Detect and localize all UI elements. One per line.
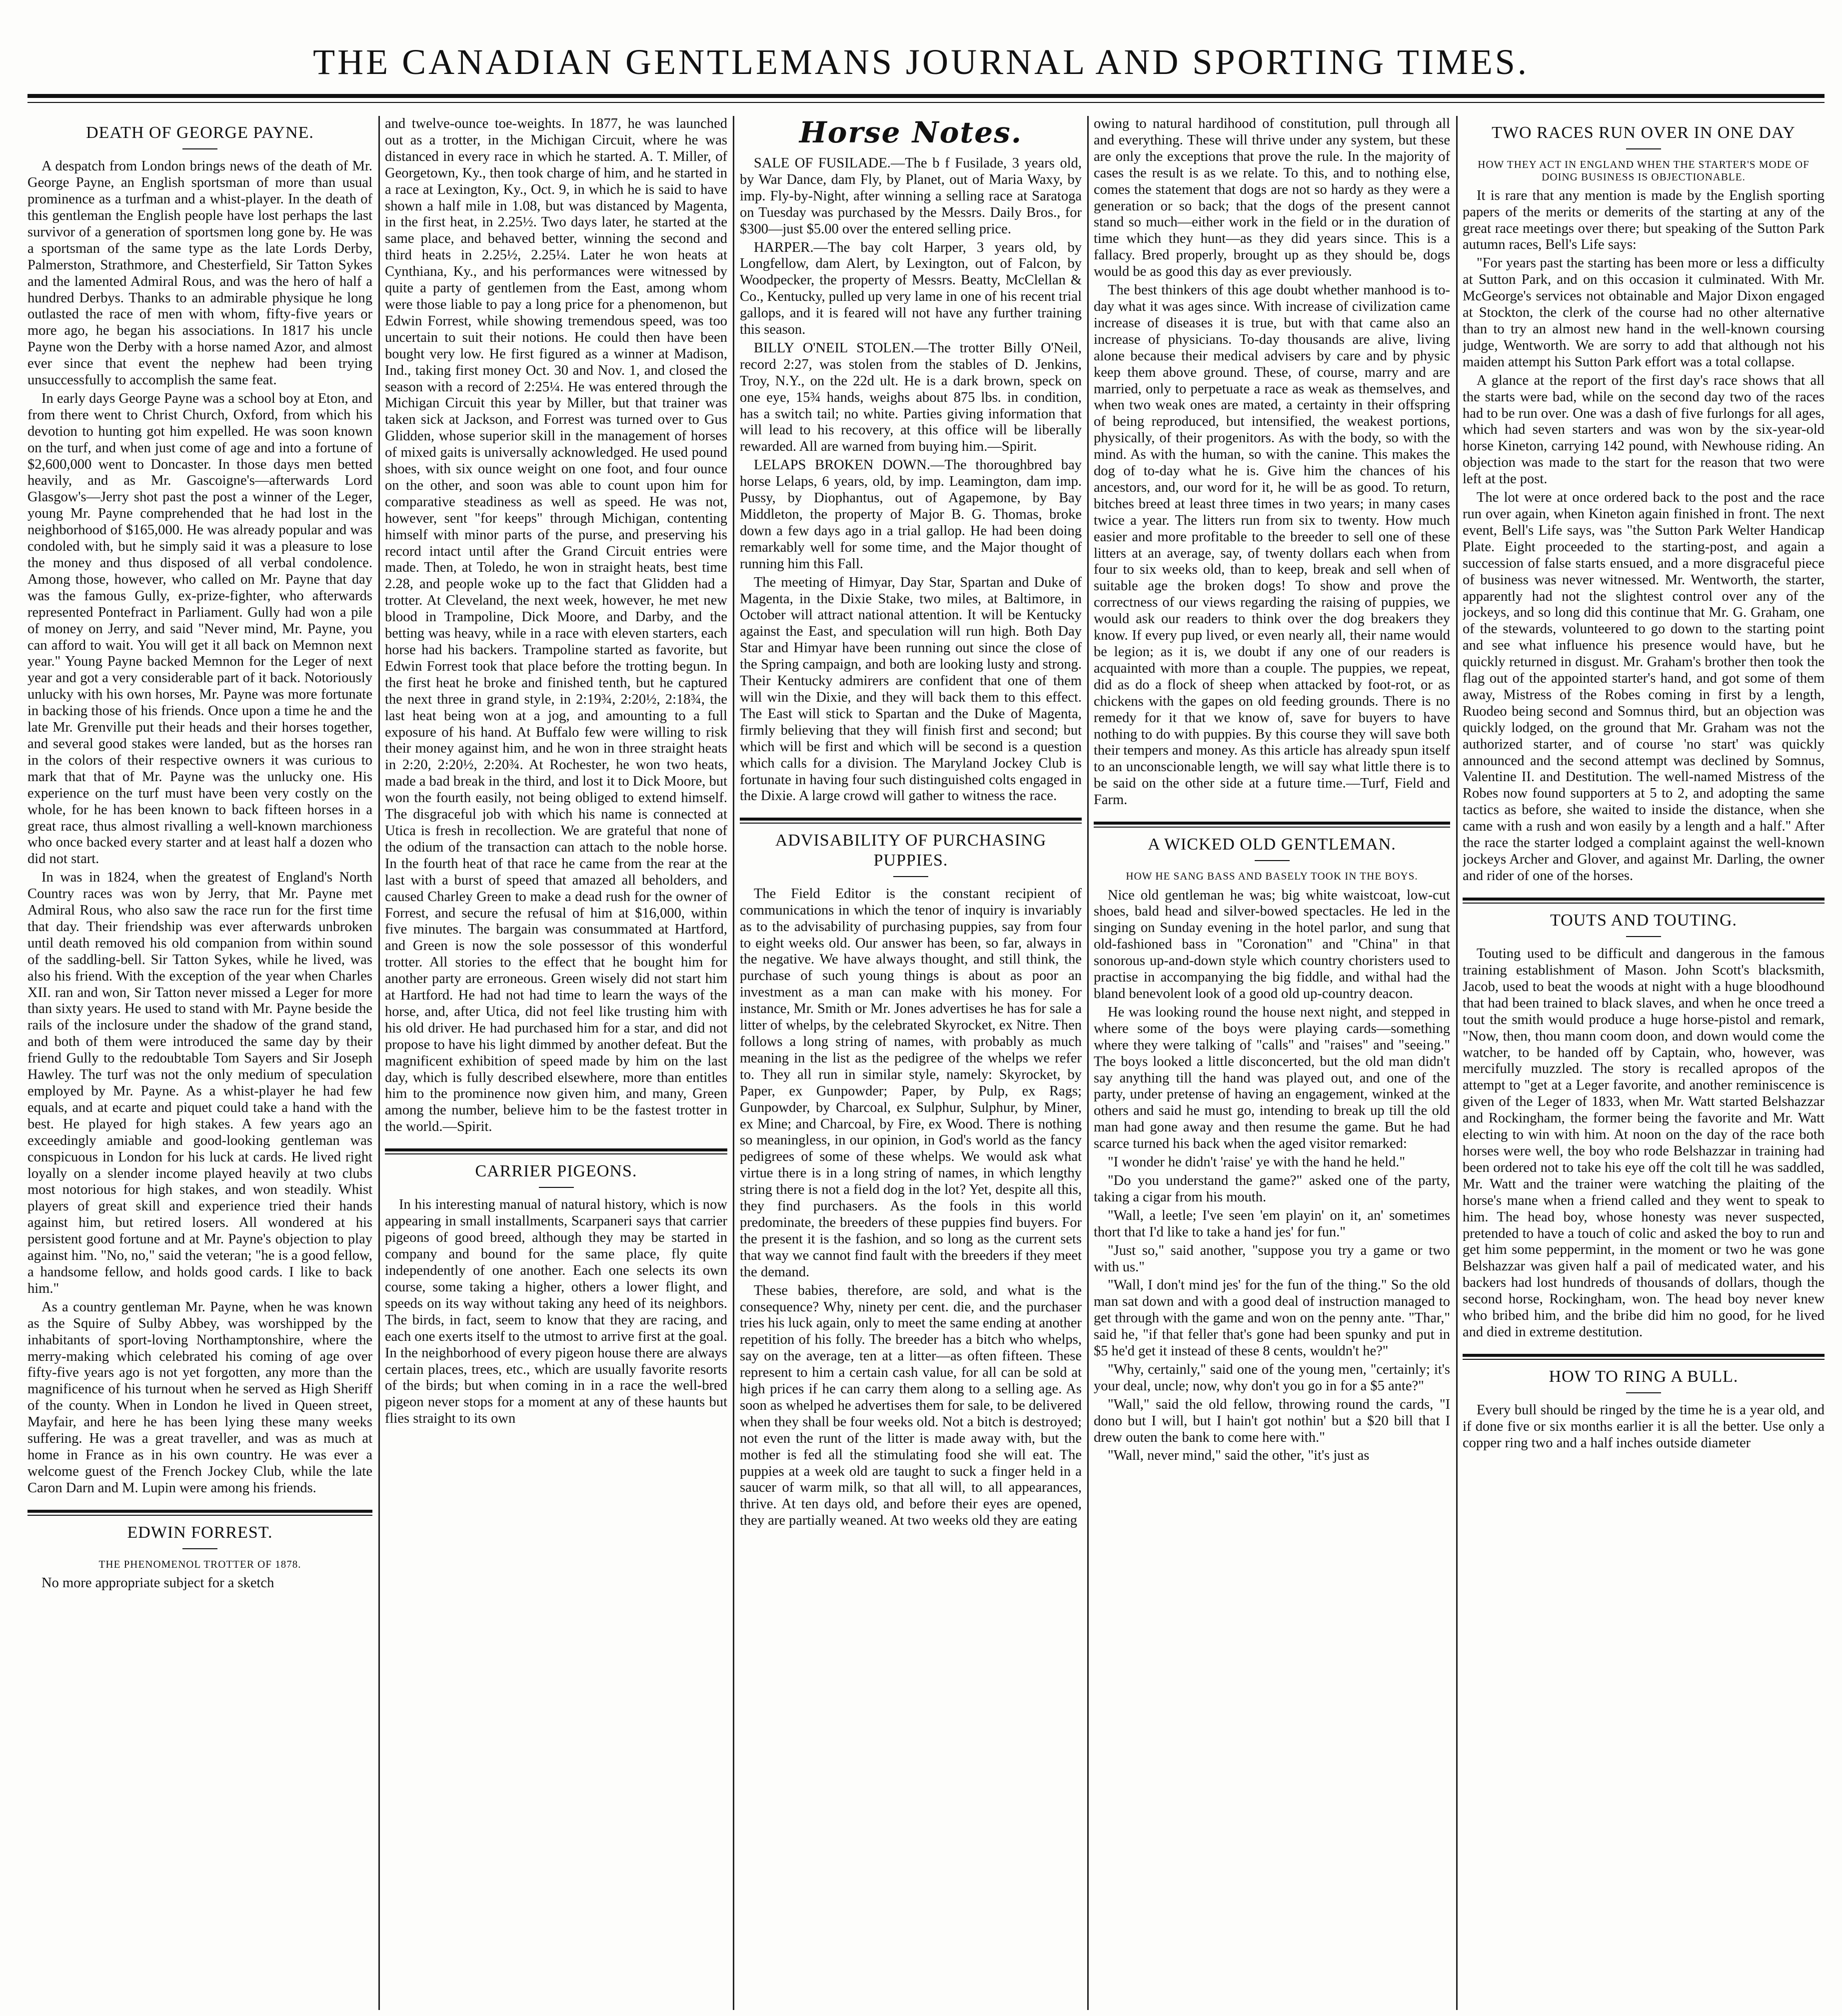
- paragraph: These babies, therefore, are sold, and what is the consequence? Why, ninety per cent. die, and the purchaser tries his luck again, only to meet the same ending at another repetition of his folly. The breeder has a bitch who whelps, say on the average, ten at a litter—as often fifteen. These represent to him a certain cash value, for all can be sold at high prices if he can carry them along to a selling age. As soon as whelped he advertises them for sale, to be delivered when they shall be four weeks old. Not a bitch is destroyed; not even the runt of the litter is made away with, but the mother is fed all the stimulating food she will eat. The puppies at a week old are taught to suck a finger held in a saucer of warm milk, so that all will, to all appearances, thrive. At ten days old, and before their eyes are opened, they are partially weaned. At two weeks old they are eating: [740, 1282, 1082, 1529]
- paragraph: Nice old gentleman he was; big white waistcoat, low-cut shoes, bald head and silver-bowed spectacles. He led in the singing on Sunday evening in the hotel parlor, and sung that old-fashioned bass in "Coronation" and "China" in that sonorous up-and-down style which country choristers used to practise in accompanying the big fiddle, and withal had the bland benevolent look of a good old up-country deacon.: [1094, 887, 1450, 1002]
- masthead-rule: [27, 94, 1825, 98]
- article-separator: [27, 1510, 372, 1516]
- paragraph: and twelve-ounce toe-weights. In 1877, he was launched out as a trotter, in the Michigan Circuit, where he was distanced in every race in which he started. A. T. Miller, of Georgetown, Ky., then took charge of him, and he started in a race at Lexington, Ky., Oct. 9, in which he is said to have shown a half mile in 1.08, but was distanced by Magenta, in the first heat, in 2.25½. Two days later, he started at the same place, and behaved better, winning the second and third heats in 2.25½, 2.25¼. Later he won heats at Cynthiana, Ky., and his performances were witnessed by quite a party of gentlemen from the East, among whom were those liable to pay a long price for a phenomenon, but Edwin Forrest, while showing tremendous speed, was too uncertain to suit their notions. He could then have been bought very low. He first figured as a winner at Madison, Ind., taking first money Oct. 30 and Nov. 1, and closed the season with a record of 2:25¼. He was entered through the Michigan Circuit this year by Miller, but that trainer was taken sick at Jackson, and Forrest was turned over to Gus Glidden, whose superior skill in the management of horses of mixed gaits is universally acknowledged. He used pound shoes, with six ounce weight on one foot, and four ounce on the other, and soon was able to count upon him for comparative steadiness as well as speed. He was not, however, sent "for keeps" through Michigan, contenting himself with minor parts of the purse, and preserving his record intact until after the Grand Circuit entries were made. Then, at Toledo, he won in straight heats, best time 2.28, and people woke up to the fact that Glidden had a trotter. At Cleveland, the next week, however, he met new blood in Trampoline, Dick Moore, and Darby, and the betting was heavy, while in a race with eleven starters, each horse had his backers. Trampoline started as favorite, but Edwin Forrest took that place before the trotting begun. In the first heat he broke and finished tenth, but he captured the next three in grand style, in 2:19¾, 2:20½, 2:18¾, the last heat being won at a jog, and amounting to a full exposure of his hand. At Buffalo few were willing to risk their money against him, and he won in three straight heats in 2:20, 2:20½, 2:20¾. At Rochester, he won two heats, made a bad break in the third, and lost it to Dick Moore, but won the fourth easily, not being obliged to extend himself. The disgraceful job with which his name is connected at Utica is fresh in recollection. We are grateful that none of the odium of the transaction can attach to the noble horse. In the fourth heat of that race he came from the rear at the last with a burst of speed that amazed all beholders, and caused Charley Green to make a dead rush for the owner of Forrest, and secure the refusal of him at $16,000, within five minutes. The bargain was consummated at Hartford, and Green is now the sole possessor of this wonderful trotter. All stories to the effect that he bought him for another party are erroneous. Green wisely did not start him at Hartford. He had not had time to learn the ways of the horse, and, after Utica, did not feel like trusting him with his old driver. He had purchased him for a star, and did not propose to have his light dimmed by another defeat. But the magnificent exhibition of speed made by him on the last day, which is fully described elsewhere, more than entitles him to the prominence now given him, and many, Green among the number, believe him to be the fastest trotter in the world.—Spirit.: [385, 116, 727, 1135]
- paragraph: "Why, certainly," said one of the young men, "certainly; it's your deal, uncle; now, why don't you go in for a $5 ante?": [1094, 1361, 1450, 1394]
- paragraph: He was looking round the house next night, and stepped in where some of the boys were playing cards—something where they were talking of "calls" and "raises" and "seeing." The boys looked a little disconcerted, but the old man didn't say anything till the hand was played out, and one of the party, under pretense of having an engagement, winked at the others and said he must go, intending to break up till the old man had gone away and then resume the game. But he had scarce turned his back when the aged visitor remarked:: [1094, 1004, 1450, 1152]
- article-title-ring-a-bull: HOW TO RING A BULL.: [1549, 1367, 1739, 1386]
- column-divider: [1456, 116, 1458, 2010]
- article-subtitle: HOW HE SANG BASS AND BASELY TOOK IN THE BOYS.: [1126, 870, 1418, 883]
- paragraph: The Field Editor is the constant recipient of communications in which the tenor of inquiry is invariably as to the advisability of purchasing puppies, say from four to eight weeks old. Our answer has been, so far, always in the negative. We have always thought, and still think, the purchase of such young things is about as poor an investment as a man can make with his money. For instance, Mr. Smith or Mr. Jones advertises he has for sale a litter of whelps, by the celebrated Skyrocket, ex Nitre. Then follows a long string of names, with probably as much meaning in the list as the pedigree of the whelps we refer to. They all run in similar style, namely: Skyrocket, by Paper, ex Gunpowder; Paper, by Pulp, ex Rags; Gunpowder, by Charcoal, ex Sulphur, Sulphur, by Miner, ex Mine; and Charcoal, by Fire, ex Wood. There is nothing so meaningless, in our opinion, in God's world as the fancy pedigrees of some of these whelps. We would ask what virtue there is in a long string of names, in which lengthy string there is not a field dog in the lot? Yet, despite all this, they find purchasers. As the fools in this world predominate, the breeders of these puppies find buyers. For the present it is the fashion, and so long as the current sets that way we cannot find fault with the breeders if they meet the demand.: [740, 886, 1082, 1280]
- title-separator: [182, 1548, 217, 1549]
- paragraph: The lot were at once ordered back to the post and the race run over again, when Kineton again finished in front. The next event, Bell's Life says, was "the Sutton Park Welter Handicap Plate. Eight proceeded to the starting-post, and again a succession of false starts ensued, and a more disgraceful piece of business was never witnessed. Mr. Wentworth, the starter, apparently had not the slightest control over any of the jockeys, and so long did this continue that Mr. G. Graham, one of the stewards, volunteered to go down to the starting point and see what influence his presence would have, but he quickly returned in disgust. Mr. Graham's brother then took the flag out of the appointed starter's hand, and got some of them away, Mistress of the Robes coming in first by a length, Ruodeo being second and Somnus third, but an objection was quickly lodged, on the ground that Mr. Graham was not the authorized starter, and of course 'no start' was quickly announced and the second attempt was declined by Somnus, Valentine II. and Destitution. The well-named Mistress of the Robes now found supporters at 5 to 2, and adopting the same tactics as before, she waited to inside the distance, when she came with a rush and won easily by a length and a half." After the race the starter lodged a complaint against the well-known jockeys Archer and Glover, and against Mr. Darling, the owner and rider of one of the horses.: [1463, 490, 1825, 884]
- paragraph: "For years past the starting has been more or less a difficulty at Sutton Park, and on this occasion it culminated. With Mr. McGeorge's services not obtainable and Major Dixon engaged at Stockton, the clerk of the course had no other alternative than to try an almost new hand in the well-known coursing judge, Wentworth. We are sorry to add that although not his maiden attempt his Sutton Park effort was a total collapse.: [1463, 255, 1825, 370]
- column-4: [1094, 116, 1450, 2005]
- paragraph: LELAPS BROKEN DOWN.—The thoroughbred bay horse Lelaps, 6 years, old, by imp. Leamington, dam imp. Pussy, by Diophantus, out of Agapemone, by Bay Middleton, the property of Major B. G. Thomas, broke down a few days ago in a trial gallop. He had been doing remarkably well for some time, and the Major thought of running him this Fall.: [740, 457, 1082, 572]
- paragraph: "Just so," said another, "suppose you try a game or two with us.": [1094, 1242, 1450, 1275]
- paragraph: A despatch from London brings news of the death of Mr. George Payne, an English sportsman of more than usual prominence as a turfman and a whist-player. In the death of this gentleman the English people have lost perhaps the last survivor of a generation of sportsmen long gone by. He was a sportsman of the same type as the late Lords Derby, Palmerston, Strathmore, and Chesterfield, Sir Tatton Sykes and the lamented Admiral Rous, and was the hero of half a hundred Derbys. Thanks to an admirable physique he long outlasted the race of men with whom, fifty-five years or more ago, he began his associations. In 1817 his uncle Payne won the Derby with a horse named Azor, and almost ever since that event the nephew had been trying unsuccessfully to accomplish the same feat.: [27, 158, 372, 388]
- column-divider: [733, 116, 734, 2010]
- article-separator: [385, 1148, 727, 1154]
- column-5: [1463, 116, 1825, 2005]
- paragraph: The best thinkers of this age doubt whether manhood is to-day what it was ages since. With increase of civilization came increase of diseases it is true, but with that came also an increase of physicians. To-day thousands are alive, living alone because their medical advisers by care and by physic keep them above ground. These, of course, marry and are married, only to perpetuate a race as weak as themselves, and when two weak ones are mated, a certainty in their offspring of being reproduced, but intensified, the weakest portions, physically, of their progenitors. As with the body, so with the mind. As with the human, so with the canine. This makes the dog of to-day what he is. Give him the chances of his ancestors, and, our word for it, he will be as good. To return, bitches breed at least three times in two years; in many cases twice a year. The litters run from six to twenty. How much easier and more profitable to the breeder to sell one of these litters at an average, say, of twenty dollars each when from four to six weeks old, than to keep, break and sell when of suitable age the broken dogs! To show and prove the correctness of our views regarding the raising of puppies, we would ask our readers to think over the dog breakers they know. If every pup lived, or even nearly all, their name would be legion; as it is, we doubt if any one of our readers is acquainted with more than a couple. The puppies, we repeat, did as do a flock of sheep when attacked by foot-rot, or as chickens with the gapes on old feeding grounds. There is no remedy for it that we know of, save for buyers to have nothing to do with puppies. By this course they will save both their tempers and money. As this article has already spun itself to an unconscionable length, we will say what little there is to be said on the other side at a future time.—Turf, Field and Farm.: [1094, 282, 1450, 808]
- paragraph: "Wall, a leetle; I've seen 'em playin' on it, an' sometimes thort that I'd like to take a hand jes' for fun.": [1094, 1207, 1450, 1240]
- paragraph: It is rare that any mention is made by the English sporting papers of the merits or demerits of the starting at any of the great race meetings over there; but speaking of the Sutton Park autumn races, Bell's Life says:: [1463, 187, 1825, 253]
- paragraph: Every bull should be ringed by the time he is a year old, and if done five or six months earlier it is all the better. Use only a copper ring two and a half inches outside diameter: [1463, 1402, 1825, 1451]
- title-separator: [893, 876, 928, 877]
- paragraph: BILLY O'NEIL STOLEN.—The trotter Billy O'Neil, record 2:27, was stolen from the stables of D. Jenkins, Troy, N.Y., on the 22d ult. He is a dark brown, speck on one eye, 15¾ hands, weighs about 875 lbs. in condition, has a switch tail; no white. Parties giving information that will lead to his recovery, at this office will be liberally rewarded. All are warned from buying him.—Spirit.: [740, 340, 1082, 455]
- article-title-carrier-pigeons: CARRIER PIGEONS.: [475, 1162, 637, 1181]
- paragraph: "Wall, I don't mind jes' for the fun of the thing." So the old man sat down and with a good deal of instruction managed to get through with the game and won on the penny ante. "Thar," said he, "if that feller that's gone had been spunky and put in $5 he'd get it instead of these 8 cents, wouldn't he?": [1094, 1277, 1450, 1359]
- paragraph: In early days George Payne was a school boy at Eton, and from there went to Christ Church, Oxford, from which his devotion to hunting got him expelled. He was soon known on the turf, and when just come of age and into a fortune of $2,600,000 went to Doncaster. In those days men betted heavily, and as Mr. Gascoigne's—afterwards Lord Glasgow's—Jerry shot past the post a winner of the Leger, young Mr. Payne comprehended that he had lost in the neighborhood of $165,000. He was already popular and was condoled with, but he simply said it was a pleasure to lose the money and thus disposed of all verbal condolence. Among those, however, who called on Mr. Payne that day was the famous Gully, ex-prize-fighter, who afterwards represented Pontefract in Parliament. Gully had won a pile of money on Jerry, and said "Never mind, Mr. Payne, you can afford to wait. You will get it all back on Memnon next year." Young Payne backed Memnon for the Leger of next year and got a very considerable part of it back. Notoriously unlucky with his own horses, Mr. Payne was more fortunate in backing those of his friends. Once upon a time he and the late Mr. Grenville put their heads and their horses together, and several good stakes were landed, but as the horses ran in the colors of their respective owners it was curious to mark that that of Mr. Payne was the unlucky one. His experience on the turf must have been very costly on the whole, for he has been known to back fifteen horses in a great race, thus almost rivalling a well-known marchioness who once backed every starter and at least half a dozen who did not start.: [27, 390, 372, 867]
- title-separator: [1255, 860, 1290, 861]
- article-title-wicked-old-gentleman: A WICKED OLD GENTLEMAN.: [1148, 835, 1396, 854]
- article-title-puppies: ADVISABILITY OF PURCHASING PUPPIES.: [775, 831, 1047, 870]
- article-title-two-races: TWO RACES RUN OVER IN ONE DAY: [1492, 123, 1796, 142]
- masthead-rule-thin: [27, 102, 1825, 103]
- column-3: [740, 116, 1082, 2005]
- article-title-george-payne: DEATH OF GEORGE PAYNE.: [86, 123, 314, 142]
- paragraph: In was in 1824, when the greatest of England's North Country races was won by Jerry, that Mr. Payne met Admiral Rous, who also saw the race run for the first time that day. Their friendship was ever afterwards unbroken until death removed his old companion from within sound of the saddling-bell. Sir Tatton Sykes, while he lived, was also his friend. With the exception of the year when Charles XII. ran and won, Sir Tatton never missed a Leger for more than sixty years. He used to stand with Mr. Payne beside the rails of the inclosure under the shadow of the grand stand, and both of them were introduced the same day by their friend Gully to the redoubtable Tom Sayers and Sir Joseph Hawley. The turf was not the only medium of speculation employed by Mr. Payne. As a whist-player he had few equals, and at ecarte and piquet could take a hand with the best. He played for high stakes. A few years ago an exceedingly amiable and good-looking gentleman was conspicuous in London for his luck at cards. He lived right loyally on a slender income played heavily at two clubs most notorious for high stakes, and won steadily. Whist players of great skill and experience tried their hands against him, but retired losers. All wondered at his persistent good fortune and at Mr. Payne's objection to play against him. "No, no," said the veteran; "he is a good fellow, a handsome fellow, and holds good cards. I like to back him.": [27, 870, 372, 1296]
- paragraph: "Do you understand the game?" asked one of the party, taking a cigar from his mouth.: [1094, 1172, 1450, 1205]
- article-separator: [1463, 898, 1825, 904]
- title-separator: [1626, 936, 1661, 937]
- column-divider: [378, 116, 380, 2010]
- section-title-horse-notes: Horse Notes.: [799, 116, 1023, 149]
- column-divider: [1087, 116, 1089, 2010]
- article-separator: [1463, 1354, 1825, 1360]
- article-separator: [1094, 822, 1450, 828]
- masthead: THE CANADIAN GENTLEMANS JOURNAL AND SPORTING TIMES.: [313, 42, 1529, 82]
- article-subtitle: THE PHENOMENOL TROTTER OF 1878.: [98, 1558, 301, 1570]
- title-separator: [1626, 1392, 1661, 1393]
- column-1: [27, 116, 372, 2005]
- paragraph: A glance at the report of the first day's race shows that all the starts were bad, while on the second day two of the races had to be run over. One was a dash of five furlongs for all ages, which had seven starters and was won by the six-year-old horse Kineton, carrying 142 pound, with Newhouse riding. An objection was made to the start for the reason that two were left at the post.: [1463, 372, 1825, 487]
- paragraph: "I wonder he didn't 'raise' ye with the hand he held.": [1108, 1154, 1406, 1170]
- title-separator: [182, 148, 217, 149]
- title-separator: [539, 1187, 574, 1188]
- article-title-touts: TOUTS AND TOUTING.: [1550, 911, 1738, 930]
- paragraph: SALE OF FUSILADE.—The b f Fusilade, 3 years old, by War Dance, dam Fly, by Planet, out of Maria Waxy, by imp. Fly-by-Night, after winning a selling race at Saratoga on Tuesday was purchased by the Messrs. Daily Bros., for $300—just $5.00 over the entered selling price.: [740, 155, 1082, 237]
- title-separator: [1626, 148, 1661, 149]
- paragraph: "Wall, never mind," said the other, "it's just as: [1108, 1448, 1370, 1464]
- paragraph: "Wall," said the old fellow, throwing round the cards, "I dono but I will, but I hain't got nothin' but a $20 bill that I drew outen the bank to come here with.": [1094, 1396, 1450, 1445]
- column-2: [385, 116, 727, 2005]
- paragraph: Touting used to be difficult and dangerous in the famous training establishment of Mason. John Scott's blacksmith, Jacob, used to beat the woods at night with a huge bloodhound that had been trained to black slaves, and when he once treed a tout the smith would produce a huge horse-pistol and remark, "Now, then, thou mann coom doon, and down would come the watcher, to be handed off by Captain, who, however, was mercifully muzzled. The story is recalled apropos of the attempt to "get at a Leger favorite, and another reminiscence is given of the Leger of 1833, when Mr. Watt started Belshazzar and Rockingham, the former being the favorite and Mr. Watt electing to win with him. At noon on the day of the race both horses were well, the boy who rode Belshazzar in training had been ordered not to take his eye off the colt till he was saddled, Mr. Watt and the trainer were watching the plaiting of the horse's mane when a friend called and they went to speak to him. The head boy, whose honesty was never suspected, pretended to have a touch of colic and asked the boy to run and get him some peppermint, in the moment or two he was gone Belshazzar was given half a pail of medicated water, and his backers had lost hundreds of thousands of dollars, though the second horse, Rockingham, won. The head boy never knew who bribed him, and the bribe did him no good, for he lived and died in extreme destitution.: [1463, 946, 1825, 1340]
- paragraph: As a country gentleman Mr. Payne, when he was known as the Squire of Sulby Abbey, was worshipped by the inhabitants of sport-loving Northamptonshire, where the merry-making which celebrated his coming of age over fifty-five years ago is not yet forgotten, any more than the magnificence of his turnout when he served as High Sheriff of the county. When in London he lived in Queen street, Mayfair, and here he has been lying these many weeks suffering. He was a great traveller, and was as much at home in France as in his own country. He was ever a welcome guest of the French Jockey Club, while the late Caron Darn and M. Lupin were among his friends.: [27, 1299, 372, 1496]
- paragraph: owing to natural hardihood of constitution, pull through all and everything. These will thrive under any system, but these are only the exceptions that prove the rule. In the majority of cases the result is as we relate. To this, and to nothing else, comes the statement that dogs are not so hardy as they were a generation or so back; that the dogs of the present cannot stand so much—either work in the field or in the duration of time which they hunt—as they did years since. This is a fallacy. Bred properly, brought up as they should be, dogs would be as good this day as ever previously.: [1094, 116, 1450, 280]
- article-separator: [740, 818, 1082, 824]
- paragraph: HARPER.—The bay colt Harper, 3 years old, by Longfellow, dam Alert, by Lexington, out of Falcon, by Woodpecker, the property of Messrs. Beatty, McClellan & Co., Kentucky, pulled up very lame in one of his recent trial gallops, and it is feared will not have any further training this season.: [740, 239, 1082, 338]
- paragraph: No more appropriate subject for a sketch: [41, 1575, 274, 1591]
- article-subtitle: HOW THEY ACT IN ENGLAND WHEN THE STARTER'S MODE OF DOING BUSINESS IS OBJECTIONABLE.: [1478, 158, 1810, 183]
- article-title-edwin-forrest: EDWIN FORREST.: [127, 1523, 273, 1542]
- paragraph: In his interesting manual of natural history, which is now appearing in small installments, Scarpaneri says that carrier pigeons of good breed, although they may be started in company and bound for the same place, fly quite independently of one another. Each one selects its own course, some taking a higher, others a lower flight, and speeds on its way without taking any heed of its neighbors. The birds, in fact, seem to know that they are racing, and each one exerts itself to the utmost to arrive first at the goal. In the neighborhood of every pigeon house there are always certain places, trees, etc., which are usually favorite resorts of the birds; but when coming in in a race the well-bred pigeon never stops for a moment at any of these haunts but flies straight to its own: [385, 1197, 727, 1427]
- paragraph: The meeting of Himyar, Day Star, Spartan and Duke of Magenta, in the Dixie Stake, two miles, at Baltimore, in October will attract national attention. It will be Kentucky against the East, and speculation will run high. Both Day Star and Himyar have been running out since the close of the Spring campaign, and both are looking lusty and strong. Their Kentucky admirers are confident that one of them will win the Dixie, and they will back them to this effect. The East will stick to Spartan and the Duke of Magenta, firmly believing that they will finish first and second; but which will be first and which will be second is a question which calls for a division. The Maryland Jockey Club is fortunate in having four such distinguished colts engaged in the Dixie. A large crowd will gather to witness the race.: [740, 574, 1082, 804]
